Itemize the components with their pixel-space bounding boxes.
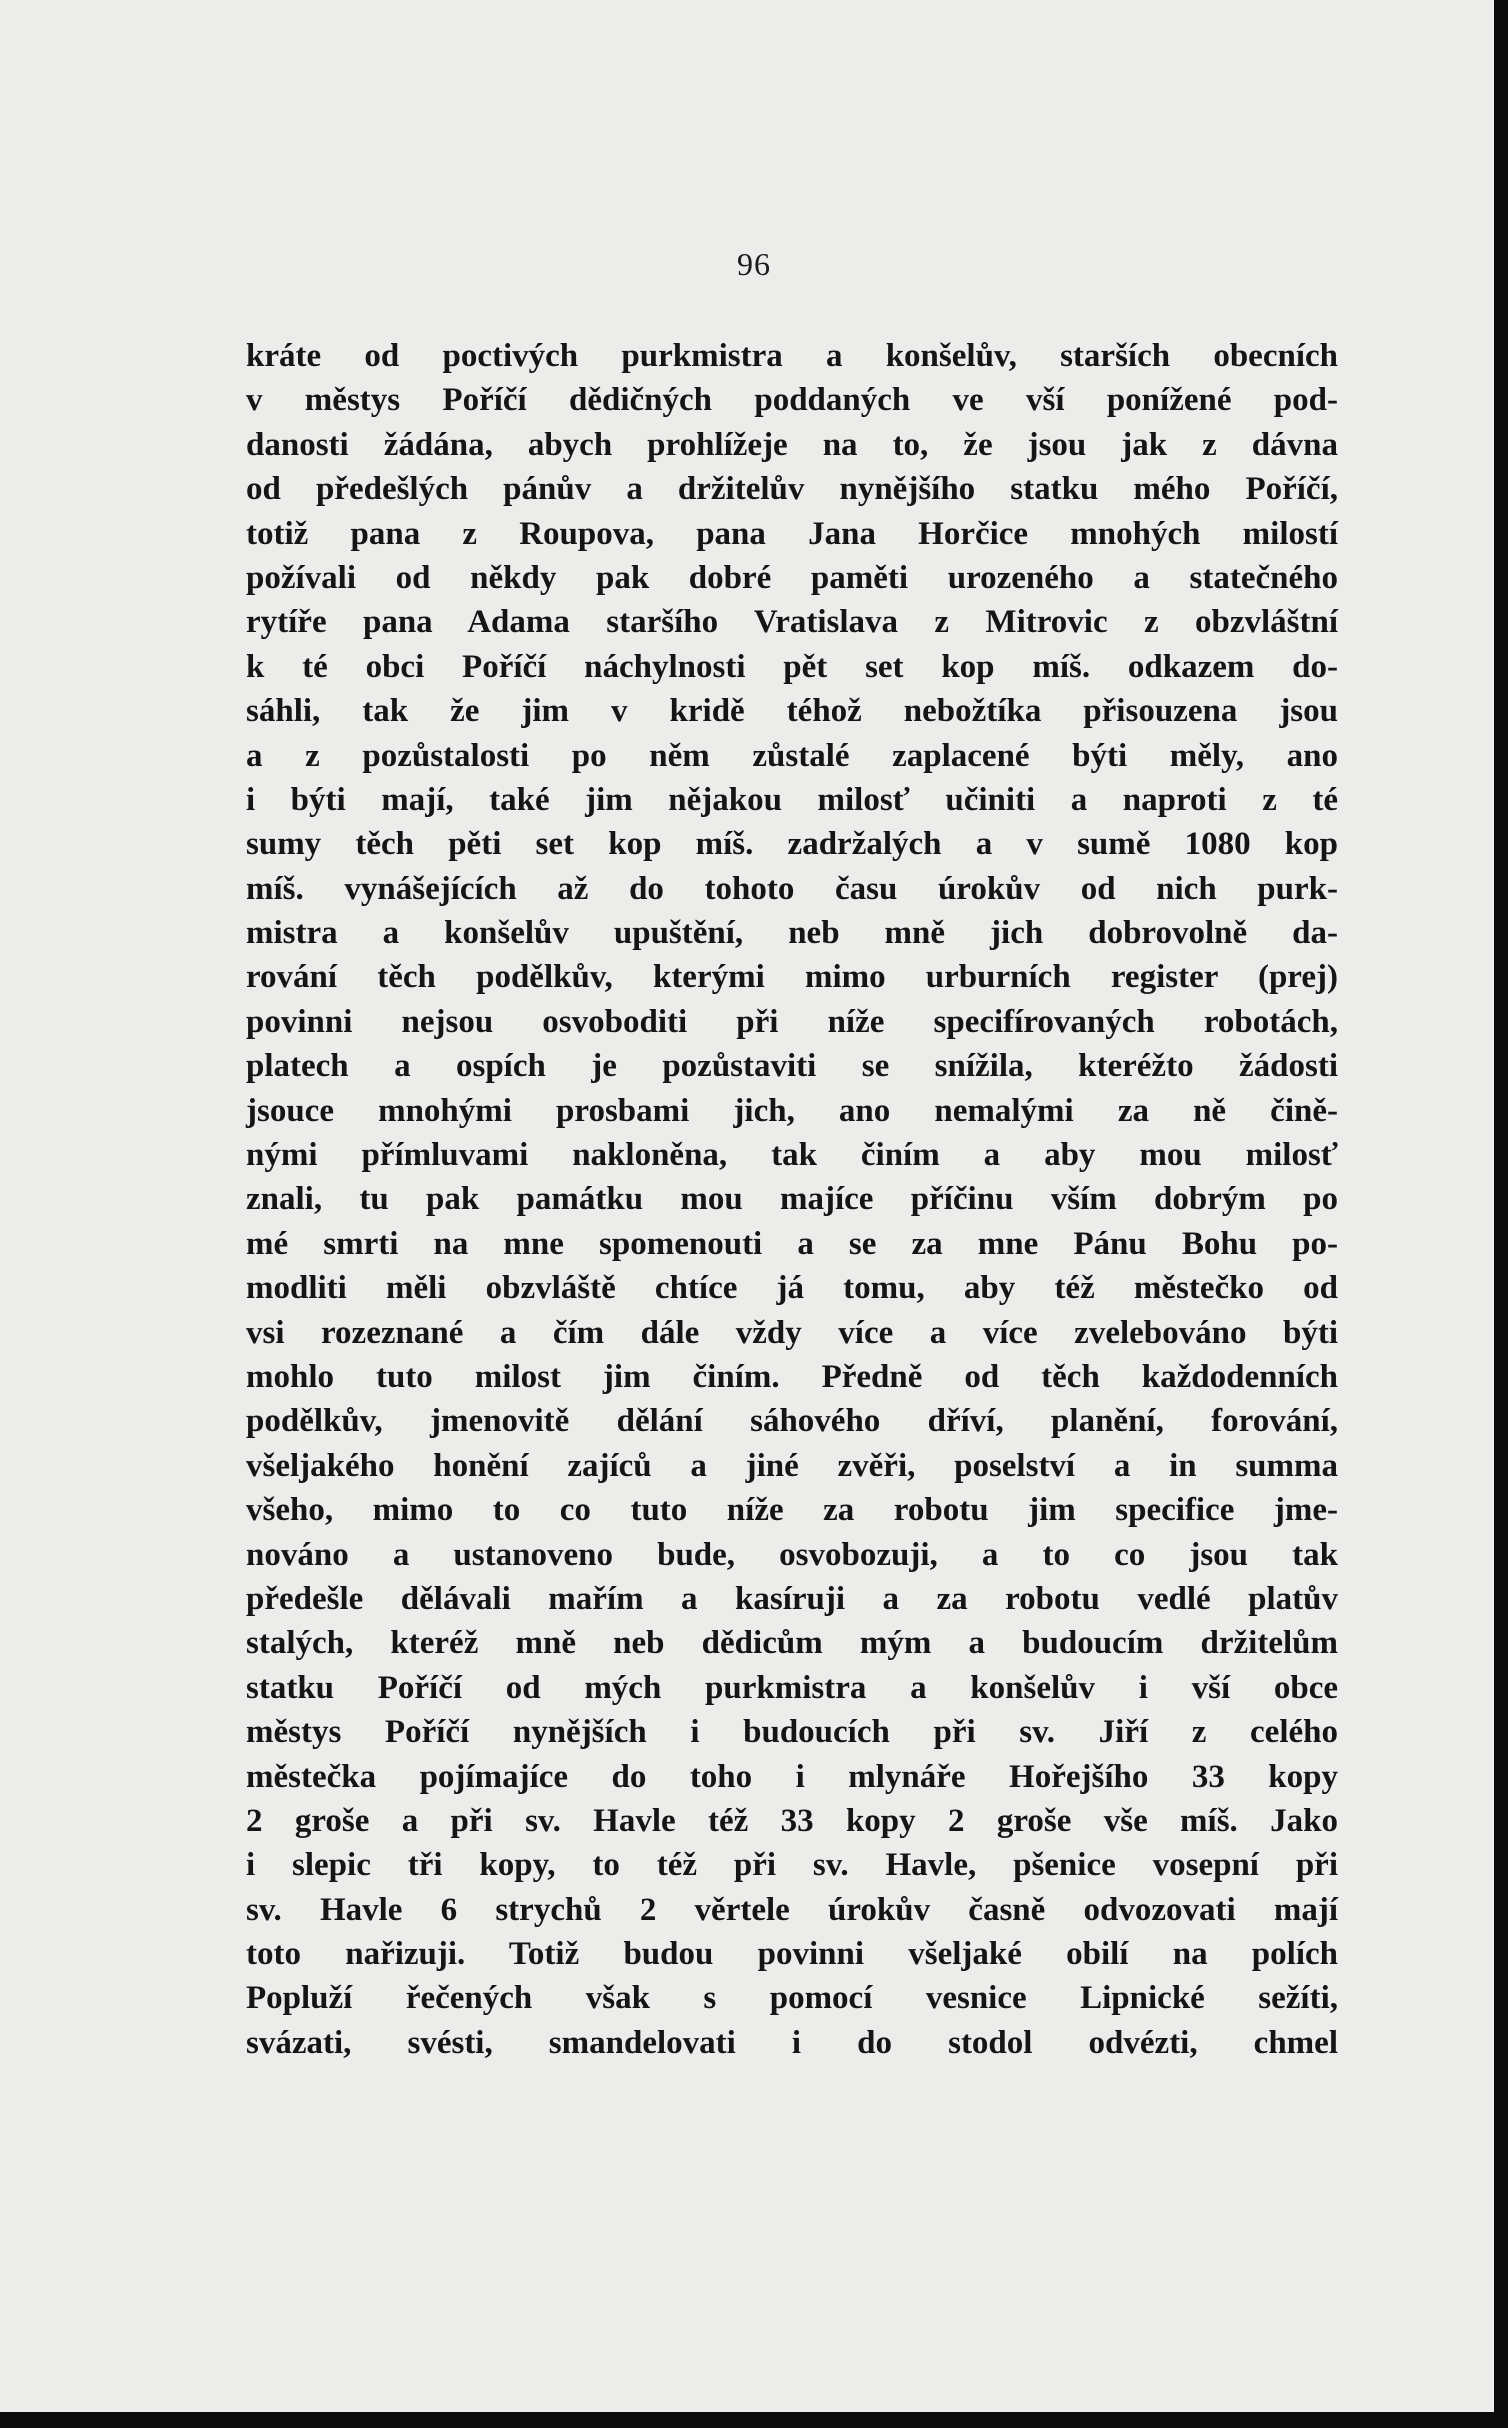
text-line: i slepic tři kopy, to též při sv. Havle, pšenice vosepní při <box>246 1847 1338 1884</box>
scan-border-right <box>1494 0 1508 2428</box>
text-line: mistra a konšelův upuštění, neb mně jich dobrovolně da- <box>246 915 1338 952</box>
text-line: vsi rozeznané a čím dále vždy více a více zvelebováno býti <box>246 1314 1338 1351</box>
text-line: i býti mají, také jim nějakou milosť učiniti a naproti z té <box>246 781 1338 818</box>
text-line: znali, tu pak památku mou majíce příčinu vším dobrým po <box>246 1181 1338 1218</box>
text-line: mohlo tuto milost jim činím. Předně od těch každodenních <box>246 1358 1338 1395</box>
text-line: od předešlých pánův a držitelův nynějšího statku mého Poříčí, <box>246 471 1338 508</box>
text-line: všeho, mimo to co tuto níže za robotu jim specifice jme- <box>246 1492 1338 1529</box>
text-line: toto nařizuji. Totiž budou povinni všeljaké obilí na polích <box>246 1936 1338 1973</box>
text-line: povinni nejsou osvoboditi při níže specifírovaných robotách, <box>246 1003 1338 1040</box>
text-line: v městys Poříčí dědičných poddaných ve vší ponížené pod- <box>246 382 1338 419</box>
text-line: nými přímluvami nakloněna, tak činím a aby mou milosť <box>246 1137 1338 1174</box>
text-line: platech a ospích je pozůstaviti se snížila, kteréžto žádosti <box>246 1048 1338 1085</box>
text-line: předešle dělávali mařím a kasíruji a za robotu vedlé platův <box>246 1580 1338 1617</box>
text-line: nováno a ustanoveno bude, osvobozuji, a to co jsou tak <box>246 1536 1338 1573</box>
text-line: podělkův, jmenovitě dělání sáhového dříví, planění, forování, <box>246 1403 1338 1440</box>
page-number: 96 <box>737 246 771 282</box>
text-line: městečka pojímajíce do toho i mlynáře Hořejšího 33 kopy <box>246 1758 1338 1795</box>
text-line: stalých, kteréž mně neb dědicům mým a budoucím držitelům <box>246 1625 1338 1662</box>
text-line: 2 groše a při sv. Havle též 33 kopy 2 groše vše míš. Jako <box>246 1802 1338 1839</box>
text-line: sv. Havle 6 strychů 2 věrtele úrokův časně odvozovati mají <box>246 1891 1338 1928</box>
text-line: městys Poříčí nynějších i budoucích při sv. Jiří z celého <box>246 1714 1338 1751</box>
text-line: Popluží řečených však s pomocí vesnice Lipnické sežíti, <box>246 1980 1338 2017</box>
text-line: rytíře pana Adama staršího Vratislava z Mitrovic z obzvláštní <box>246 604 1338 641</box>
text-line: totiž pana z Roupova, pana Jana Horčice mnohých milostí <box>246 515 1338 552</box>
text-line: modliti měli obzvláště chtíce já tomu, aby též městečko od <box>246 1270 1338 1307</box>
body-text <box>246 334 1338 2065</box>
text-line: svázati, svésti, smandelovati i do stodol odvézti, chmel <box>246 2024 1338 2061</box>
text-line: a z pozůstalosti po něm zůstalé zaplacené býti měly, ano <box>246 737 1338 774</box>
text-line: statku Poříčí od mých purkmistra a konšelův i vší obce <box>246 1669 1338 1706</box>
scan-border-bottom <box>0 2412 1508 2428</box>
text-line: mé smrti na mne spomenouti a se za mne Pánu Bohu po- <box>246 1225 1338 1262</box>
text-line: sumy těch pěti set kop míš. zadržalých a v sumě 1080 kop <box>246 826 1338 863</box>
text-line: jsouce mnohými prosbami jich, ano nemalými za ně čině- <box>246 1092 1338 1129</box>
text-line: sáhli, tak že jim v kridě téhož nebožtíka přisouzena jsou <box>246 693 1338 730</box>
text-line: všeljakého honění zajíců a jiné zvěři, poselství a in summa <box>246 1447 1338 1484</box>
text-line: míš. vynášejících až do tohoto času úrokův od nich purk- <box>246 870 1338 907</box>
text-line: rování těch podělkův, kterými mimo urburních register (prej) <box>246 959 1338 996</box>
text-line: požívali od někdy pak dobré paměti urozeného a statečného <box>246 559 1338 596</box>
text-line: kráte od poctivých purkmistra a konšelův, starších obecních <box>246 338 1338 374</box>
text-line: k té obci Poříčí náchylnosti pět set kop míš. odkazem do- <box>246 648 1338 685</box>
text-line: danosti žádána, abych prohlížeje na to, že jsou jak z dávna <box>246 426 1338 463</box>
